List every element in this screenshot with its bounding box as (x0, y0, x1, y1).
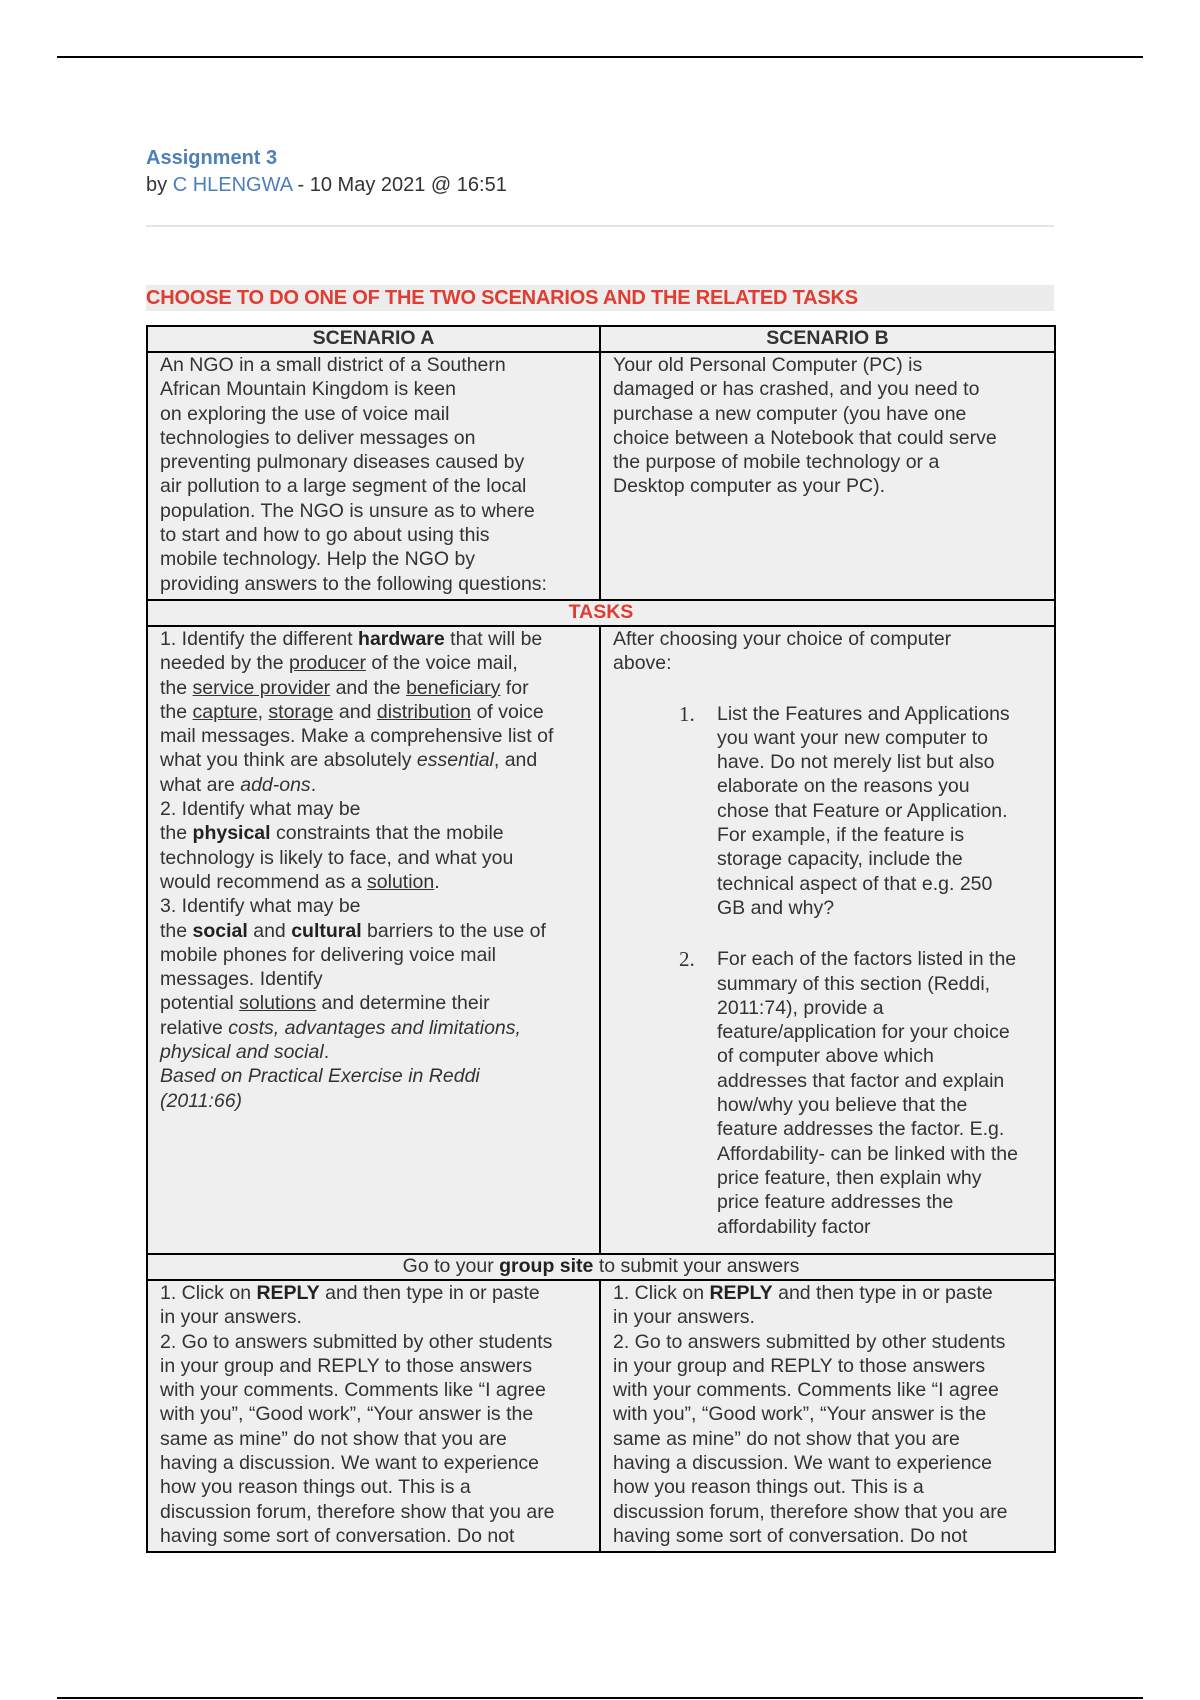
list-item (613, 702, 1054, 921)
list-item (613, 947, 1054, 1239)
text-line: providing answers to the following questions: (160, 572, 547, 595)
submit-instruction: Go to your group site to submit your answers (147, 1254, 1055, 1280)
text-line: mobile phones for delivering voice mail (160, 943, 497, 966)
text-line: air pollution to a large segment of the local (160, 475, 527, 498)
task-b-cell (600, 626, 1055, 1254)
text-line: mobile technology. Help the NGO by (160, 548, 476, 571)
text-line: feature/application for your choice (717, 1021, 1010, 1044)
text-line: on exploring the use of voice mail (160, 402, 450, 425)
text-line: 2011:74), provide a (717, 996, 884, 1019)
text-line: For example, if the feature is (717, 824, 965, 847)
text-line: with you”, “Good work”, “Your answer is the (613, 1403, 987, 1426)
post-header (146, 146, 1056, 198)
text-line: GB and why? (717, 896, 835, 919)
reply-instructions-b (600, 1280, 1055, 1552)
post-byline (146, 172, 1056, 198)
text-line: technologies to deliver messages on (160, 426, 476, 449)
reply-instructions-a (147, 1280, 600, 1552)
text-line: 1. Click on REPLY and then type in or paste (160, 1282, 540, 1304)
text-line: purchase a new computer (you have one (613, 402, 967, 425)
list-number: 2. (679, 947, 695, 972)
text-line: you want your new computer to (717, 726, 988, 749)
text-line: summary of this section (Reddi, (717, 972, 991, 995)
text-line: with you”, “Good work”, “Your answer is the (160, 1403, 534, 1426)
assignment-table (146, 325, 1054, 1553)
bottom-rule (57, 1697, 1143, 1699)
text-line: having some sort of conversation. Do not (613, 1524, 968, 1547)
text-line: African Mountain Kingdom is keen (160, 378, 456, 401)
text-line: List the Features and Applications (717, 702, 1010, 725)
text-line: price feature, then explain why (717, 1166, 982, 1189)
text-line: 1. Click on REPLY and then type in or paste (613, 1282, 993, 1304)
text-line: messages. Identify (160, 968, 323, 991)
text-line: how/why you believe that the (717, 1094, 968, 1117)
text-line: 3. Identify what may be (160, 895, 361, 918)
text-line: the service provider and the beneficiary for (160, 676, 529, 699)
text-line: After choosing your choice of computer (613, 628, 952, 650)
text-line: how you reason things out. This is a (613, 1476, 924, 1499)
post-title[interactable]: Assignment 3 (146, 147, 278, 169)
text-line: addresses that factor and explain (717, 1069, 1005, 1092)
task-b-list (613, 702, 1054, 1239)
text-line: mail messages. Make a comprehensive list of (160, 725, 554, 748)
text-line: damaged or has crashed, and you need to (613, 378, 980, 401)
text-line: same as mine” do not show that you are (160, 1427, 507, 1450)
text-line: Affordability- can be linked with the (717, 1142, 1018, 1165)
list-number: 1. (679, 701, 695, 726)
text-line: to start and how to go about using this (160, 524, 490, 547)
text-line: affordability factor (717, 1215, 871, 1238)
header-separator (146, 225, 1054, 227)
text-line: feature addresses the factor. E.g. (717, 1118, 1005, 1141)
task-a-cell (147, 626, 600, 1254)
text-line: same as mine” do not show that you are (613, 1427, 960, 1450)
instruction-banner: CHOOSE TO DO ONE OF THE TWO SCENARIOS AND THE RELATED TASKS (146, 285, 1054, 311)
text-line: population. The NGO is unsure as to where (160, 499, 535, 522)
scenario-a-header: SCENARIO A (147, 326, 600, 352)
text-line: chose that Feature or Application. (717, 799, 1008, 822)
text-line: price feature addresses the (717, 1191, 954, 1214)
text-line: preventing pulmonary diseases caused by (160, 451, 525, 474)
text-line: how you reason things out. This is a (160, 1476, 471, 1499)
text-line: potential solutions and determine their (160, 992, 490, 1015)
text-line: 1. Identify the different hardware that will be (160, 628, 543, 650)
text-line: 2. Go to answers submitted by other students (613, 1330, 1006, 1353)
text-line: physical and social. (160, 1041, 330, 1064)
text-line: with your comments. Comments like “I agree (613, 1379, 999, 1402)
scenario-a-description (147, 352, 600, 600)
text-line: the capture, storage and distribution of voice (160, 700, 544, 723)
text-line: with your comments. Comments like “I agree (160, 1379, 546, 1402)
text-line: choice between a Notebook that could serve (613, 426, 997, 449)
text-line: the social and cultural barriers to the use of (160, 919, 546, 942)
text-line: having some sort of conversation. Do not (160, 1524, 515, 1547)
text-line: needed by the producer of the voice mail, (160, 652, 518, 675)
scenario-b-header: SCENARIO B (600, 326, 1055, 352)
text-line: in your answers. (613, 1306, 755, 1329)
text-line: what you think are absolutely essential, and (160, 749, 538, 772)
author-link[interactable]: C HLENGWA (172, 174, 292, 196)
text-line: technical aspect of that e.g. 250 (717, 872, 993, 895)
text-line: relative costs, advantages and limitations, (160, 1016, 521, 1039)
text-line: 2. Go to answers submitted by other students (160, 1330, 553, 1353)
text-line: above: (613, 652, 672, 675)
by-label: by (146, 174, 168, 196)
text-line: Your old Personal Computer (PC) is (613, 354, 923, 376)
text-line: An NGO in a small district of a Southern (160, 354, 506, 376)
text-line: in your answers. (160, 1306, 302, 1329)
text-line: elaborate on the reasons you (717, 775, 970, 798)
text-line: technology is likely to face, and what you (160, 846, 514, 869)
text-line: would recommend as a solution. (160, 870, 440, 893)
text-line: in your group and REPLY to those answers (160, 1354, 533, 1377)
text-line: discussion forum, therefore show that you are (613, 1500, 1008, 1523)
text-line: have. Do not merely list but also (717, 751, 995, 774)
text-line: discussion forum, therefore show that you are (160, 1500, 555, 1523)
text-line: 2. Identify what may be (160, 798, 361, 821)
post-datetime: - 10 May 2021 @ 16:51 (291, 174, 507, 196)
text-line: For each of the factors listed in the (717, 948, 1017, 971)
scenario-b-description (600, 352, 1055, 600)
source-note: (2011:66) (160, 1089, 243, 1112)
tasks-header: TASKS (147, 600, 1055, 626)
text-line: having a discussion. We want to experience (613, 1452, 993, 1475)
source-note: Based on Practical Exercise in Reddi (160, 1065, 480, 1088)
text-line: storage capacity, include the (717, 848, 963, 871)
text-line: of computer above which (717, 1045, 934, 1068)
text-line: the purpose of mobile technology or a (613, 451, 940, 474)
text-line: in your group and REPLY to those answers (613, 1354, 986, 1377)
text-line: the physical constraints that the mobile (160, 822, 504, 845)
text-line: Desktop computer as your PC). (613, 475, 886, 498)
text-line: what are add-ons. (160, 773, 317, 796)
text-line: having a discussion. We want to experience (160, 1452, 540, 1475)
top-rule (57, 56, 1143, 58)
